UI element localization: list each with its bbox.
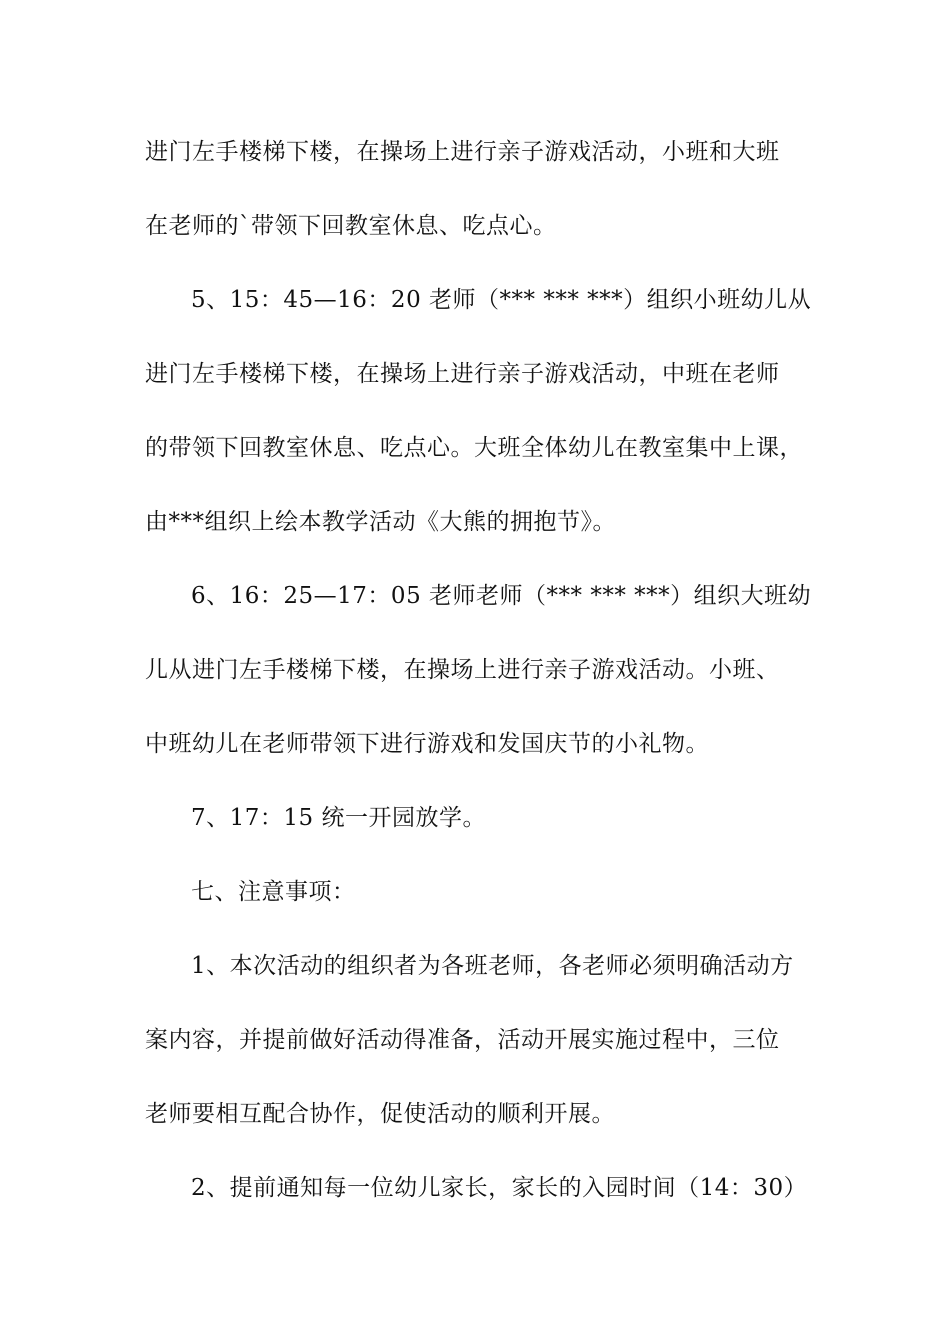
text-line: 7、17：15 统一开园放学。 (191, 805, 486, 831)
text-line: 儿从进门左手楼梯下楼，在操场上进行亲子游戏活动。小班、 (145, 657, 780, 683)
text-line: 6、16：25—17：05 老师老师（*** *** ***）组织大班幼 (191, 583, 812, 609)
text-line: 5、15：45—16：20 老师（*** *** ***）组织小班幼儿从 (191, 287, 812, 313)
text-line: 中班幼儿在老师带领下进行游戏和发国庆节的小礼物。 (145, 731, 709, 757)
document-body (145, 128, 820, 1238)
text-line: 老师要相互配合协作，促使活动的顺利开展。 (145, 1101, 615, 1127)
text-line: 案内容，并提前做好活动得准备，活动开展实施过程中，三位 (145, 1027, 780, 1053)
text-line: 2、提前通知每一位幼儿家长，家长的入园时间（14：30） (191, 1175, 808, 1201)
section-heading: 七、注意事项： (191, 879, 356, 905)
text-line: 的带领下回教室休息、吃点心。大班全体幼儿在教室集中上课， (145, 435, 803, 461)
text-line: 1、本次活动的组织者为各班老师，各老师必须明确活动方 (191, 953, 794, 979)
text-line: 在老师的`带领下回教室休息、吃点心。 (145, 213, 557, 239)
text-line: 进门左手楼梯下楼，在操场上进行亲子游戏活动，中班在老师 (145, 361, 780, 387)
text-line: 进门左手楼梯下楼，在操场上进行亲子游戏活动，小班和大班 (145, 139, 780, 165)
text-line: 由***组织上绘本教学活动《大熊的拥抱节》。 (145, 509, 616, 535)
